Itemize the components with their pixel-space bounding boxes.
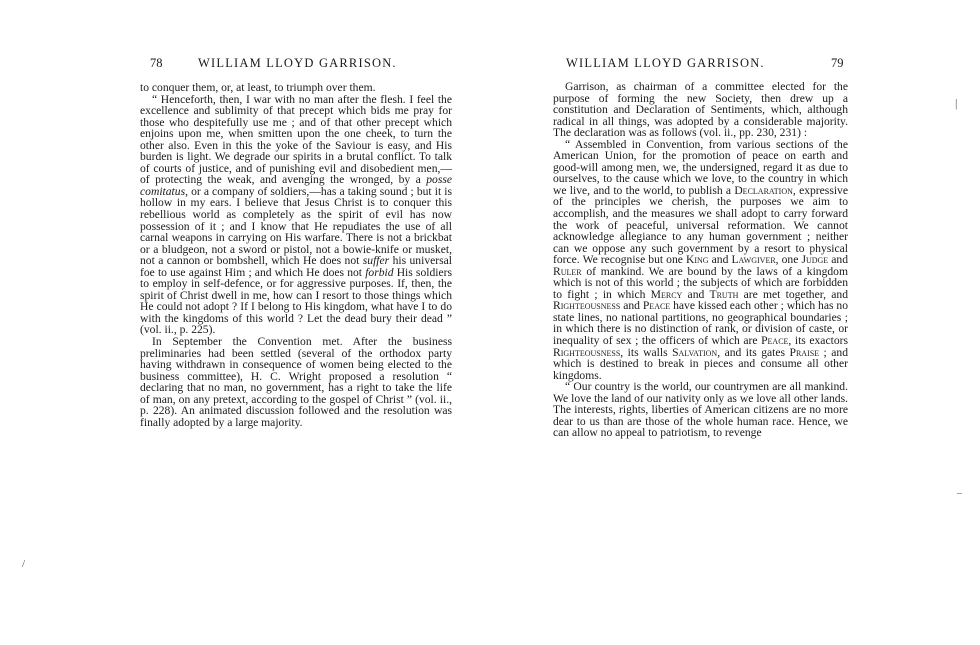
text-run: “ Assembled in Convention, from various sections of the American Union, for the promotion of peace on earth and good-will among men, we, the undersigned, regard it as due to ourselves, to the cause which we love, to the country in which we live, and to the world, to publish a — [553, 137, 848, 197]
margin-mark-bracket: | — [955, 96, 958, 110]
small-caps-phrase: Ruler — [553, 264, 582, 278]
margin-mark-stroke: / — [22, 558, 26, 570]
right-page-number: 79 — [831, 56, 844, 70]
text-run: In September the Convention met. After the business preliminaries had been settled (several of the orthodox party having withdrawn in consequence of women being elected to the business committee), H. C. Wright proposed a resolution “ declaring that no man, no government, has a right to take the life of man, on any pretext, according to the gospel of Christ ” (vol. ii., p. 228). An animated discussion followed and the resolution was finally adopted by a large majority. — [140, 335, 452, 429]
margin-mark-dash: – — [957, 488, 962, 499]
italic-phrase: suffer — [362, 254, 390, 268]
small-caps-phrase: King — [685, 253, 709, 267]
left-running-title: WILLIAM LLOYD GARRISON. — [198, 56, 397, 70]
text-run: , one — [775, 253, 802, 267]
text-run: to conquer them, or, at least, to triumph over them. — [140, 81, 376, 94]
text-run: , its walls — [620, 345, 673, 359]
left-page-number: 78 — [150, 56, 163, 70]
right-running-title: WILLIAM LLOYD GARRISON. — [566, 56, 765, 70]
right-body-text — [553, 81, 848, 439]
text-run: , and its gates — [717, 345, 790, 359]
italic-phrase: posse comitatus — [140, 173, 452, 198]
text-run: Garrison, as chairman of a committee elected for the purpose of forming the new Society, then drew up a constitution and Declaration of Sentiments, which, although radical in all things, was adopted by a considerable majority. The declaration was as follows (vol. ii., pp. 230, 231) : — [553, 80, 848, 140]
paragraph — [553, 381, 848, 439]
italic-phrase: forbid — [365, 265, 394, 279]
paragraph — [140, 94, 452, 336]
text-run: and — [828, 253, 848, 267]
text-run: , or a company of soldiers,—has a taking sound ; but it is hollow in my ears. I believe that Jesus Christ is to conquer this rebellious world as completely as the spirit of evil has now possession of it ; and I know that He repudiates the use of all carnal weapons in carrying on His warfare. There is not a brickbat or a bludgeon, not a sword or pistol, not a bowie-knife or musket, not a cannon or bombshell, which He does not — [140, 184, 452, 268]
text-run: , expressive of the principles we cherish, the purposes we aim to accomplish, and the measures we shall adopt to carry forward the work of peaceful, universal reformation. We cannot acknowledge allegiance to any human government ; neither can we oppose any such government by a resort to physical force. We recognise but one — [553, 183, 848, 267]
paragraph — [140, 336, 452, 428]
small-caps-phrase: Salvation — [672, 345, 718, 359]
text-run: are met together, and — [738, 287, 848, 301]
small-caps-phrase: Righteousness — [553, 345, 621, 359]
text-run: “ Our country is the world, our countrymen are all mankind. We love the land of our nativity only as we love all other lands. The interests, rights, liberties of American citizens are no more dear to us than are those of the whole human race. Hence, we can allow no appeal to patriotism, to revenge — [553, 380, 848, 440]
small-caps-phrase: Praise — [789, 345, 820, 359]
text-run: His soldiers to employ in self-defence, or for aggressive purposes. If, then, the spirit of Christ dwell in me, how can I resort to those things which He could not adopt ? If I belong to His kingdom, what have I to do with the kingdoms of this world ? Let the dead bury their dead ” (vol. ii., p. 225). — [140, 265, 453, 337]
small-caps-phrase: Judge — [801, 253, 829, 267]
text-run: and — [682, 287, 710, 301]
small-caps-phrase: Peace — [761, 334, 789, 348]
text-run: , its exactors — [788, 334, 848, 348]
paragraph — [553, 81, 848, 139]
paragraph — [553, 139, 848, 381]
text-run: ; and which is destined to break in pieces and consume all other kingdoms. — [553, 345, 848, 382]
text-run: his universal foe to use against Him ; and which He does not — [140, 254, 453, 279]
small-caps-phrase: Lawgiver — [731, 253, 776, 267]
small-caps-phrase: Truth — [709, 287, 739, 301]
small-caps-phrase: Peace — [642, 299, 671, 313]
small-caps-phrase: Declaration — [734, 183, 793, 197]
left-body-text — [140, 82, 452, 428]
small-caps-phrase: Righteousness — [553, 299, 621, 313]
text-run: “ Henceforth, then, I war with no man after the flesh. I feel the excellence and sublimity of that precept which bids me pray for those who despitefully use me ; and of that other precept which enjoins upon me, when smitten upon the one cheek, to turn the other also. Even in this the yoke of the Saviour is easy, and His burden is light. We degrade our spirits in a brutal conflict. To talk of courts of justice, and of punishing evil and disobedient men,—of protecting the weak, and avenging the wronged, by a — [140, 92, 452, 187]
text-run: of mankind. We are bound by the laws of a kingdom which is not of this world ; the subjects of which are forbidden to fight ; in which — [553, 264, 848, 301]
text-run: and — [708, 253, 732, 267]
text-run: and — [620, 299, 643, 313]
text-run: have kissed each other ; which has no state lines, no national partitions, no geographical boundaries ; in which there is no distinction of rank, or division of caste, or inequality of sex ; the officers of which are — [553, 299, 848, 348]
small-caps-phrase: Mercy — [650, 287, 683, 301]
